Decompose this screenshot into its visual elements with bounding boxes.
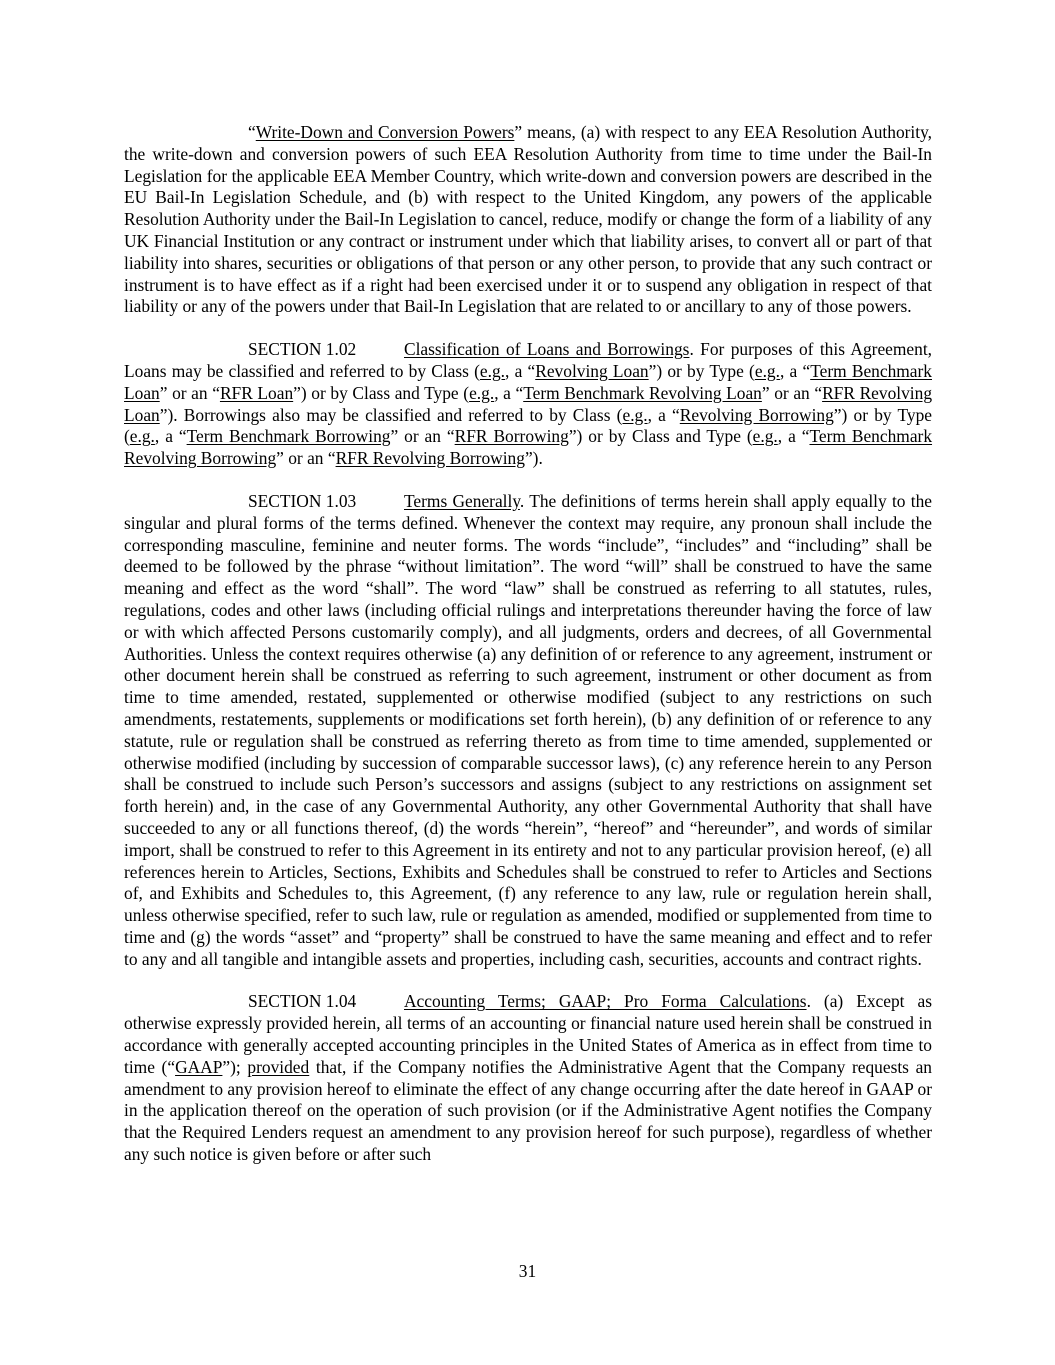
section-text: ”) or by Class and Type (	[293, 382, 470, 403]
eg-term: e.g.	[479, 360, 506, 381]
document-page	[124, 122, 932, 1187]
section-text: . For purposes of this Agreement, Loans may be classified and referred to by Class (	[124, 339, 932, 381]
defined-term: GAAP	[175, 1056, 223, 1077]
section-1-02	[124, 339, 932, 470]
eg-term: e.g.	[754, 360, 780, 381]
page-number: 31	[518, 1261, 537, 1281]
section-text: , a “	[647, 404, 680, 425]
section-title: Accounting Terms; GAAP; Pro Forma Calculations	[404, 991, 807, 1012]
defined-term: Revolving Borrowing	[679, 404, 834, 425]
defined-term: RFR Revolving Borrowing	[335, 448, 525, 469]
section-number: SECTION 1.02	[248, 339, 357, 360]
defined-term: Revolving Loan	[535, 360, 649, 381]
section-text: , a “	[779, 360, 811, 381]
section-text: ”).	[524, 448, 543, 469]
section-text: ” or an “	[159, 382, 220, 403]
section-text: , a “	[494, 382, 524, 403]
section-text: ”) or by Type (	[648, 360, 755, 381]
section-1-04	[124, 991, 932, 1165]
provided-term: provided	[247, 1056, 310, 1077]
eg-term: e.g.	[129, 426, 155, 447]
definition-text: ” means, (a) with respect to any EEA Resolution Authority, the write-down and conversion powers of such EEA Resolution Authority from time to time under the Bail-In Legislation for the applicable EEA Member Country, which write-down and conversion powers are described in the EU Bail-In Legislation Schedule, and (b) with respect to the United Kingdom, any powers of the applicable Resolution Authority under the Bail-In Legislation to cancel, reduce, modify or change the form of a liability of any UK Financial Institution or any contract or instrument under which that liability arises, to convert all or part of that liability into shares, securities or obligations of that person or any other person, to provide that any such contract or instrument is to have effect as if a right had been exercised under it or to suspend any obligation in respect of that liability or any of the powers under that Bail-In Legislation that are related to or ancillary to any of those powers.	[124, 122, 933, 317]
eg-term: e.g.	[469, 382, 495, 403]
defined-term: Term Benchmark Borrowing	[186, 426, 391, 447]
section-text: that, if the Company notifies the Administrative Agent that the Company requests an amendment to any provision hereof to eliminate the effect of any change occurring after the date hereof in GAAP or in the application thereof on the operation of such provision (or if the Administrative Agent notifies the Company that the Required Lenders request an amendment to any provision hereof for such purpose), regardless of whether any such notice is given before or after such	[124, 1056, 932, 1165]
section-text: ” or an “	[390, 426, 455, 447]
open-quote: “	[248, 122, 256, 142]
section-number: SECTION 1.03	[248, 490, 357, 511]
section-number: SECTION 1.04	[248, 991, 357, 1012]
section-text: , a “	[154, 426, 187, 447]
definition-write-down-and-conversion-powers	[124, 122, 932, 318]
defined-term: Term Benchmark Revolving Loan	[523, 382, 762, 403]
section-title: Terms Generally	[404, 490, 520, 511]
defined-term: Term Benchmark Loan	[124, 360, 932, 403]
section-text: ”). Borrowings also may be classified and referred to by Class (	[159, 404, 623, 425]
section-text: . (a) Except as otherwise expressly provided herein, all terms of an accounting or financial nature used herein shall be construed in accordance with generally accepted accounting principles in the United States of America as in effect from time to time (“	[124, 991, 932, 1077]
defined-term: RFR Borrowing	[454, 426, 569, 447]
section-title: Classification of Loans and Borrowings	[404, 339, 690, 360]
eg-term: e.g.	[622, 404, 648, 425]
section-text: ”) or by Type (	[124, 404, 932, 447]
section-text: ” or an “	[276, 448, 336, 469]
section-text: , a “	[777, 426, 810, 447]
defined-term: RFR Loan	[219, 382, 294, 403]
section-text: , a “	[505, 360, 536, 381]
section-1-03	[124, 491, 932, 971]
defined-term: RFR Revolving Loan	[124, 382, 933, 425]
eg-term: e.g.	[752, 426, 778, 447]
defined-term: Write-Down and Conversion Powers	[255, 122, 515, 142]
section-text: . The definitions of terms herein shall apply equally to the singular and plural forms of the terms defined. Whenever the context may require, any pronoun shall include the corresponding masculine, feminine and neuter forms. The words “include”, “includes” and “including” shall be deemed to be followed by the phrase “without limitation”. The word “will” shall be construed to have the same meaning and effect as the word “shall”. The word “law” shall be construed as referring to all statutes, rules, regulations, codes and other laws (including official rulings and interpretations thereunder having the force of law or with which affected Persons customarily comply), and all judgments, orders and decrees, of all Governmental Authorities. Unless the context requires otherwise (a) any definition of or reference to any agreement, instrument or other document herein shall be construed as referring to such agreement, instrument or other document as from time to time amended, restated, supplemented or otherwise modified (subject to any restrictions on such amendments, restatements, supplements or modifications set forth herein), (b) any definition of or reference to any statute, rule or regulation shall be construed as referring thereto as from time to time amended, supplemented or otherwise modified (including by succession of comparable successor laws), (c) any reference herein to any Person shall be construed to include such Person’s successors and assigns (subject to any restrictions on assignment set forth herein) and, in the case of any Governmental Authority, any other Governmental Authority that shall have succeeded to any or all functions thereof, (d) the words “herein”, “hereof” and “hereunder”, and words of similar import, shall be construed to refer to this Agreement in its entirety and not to any particular provision hereof, (e) all references herein to Articles, Sections, Exhibits and Schedules shall be construed to refer to Articles and Sections of, and Exhibits and Schedules to, this Agreement, (f) any reference to any law, rule or regulation herein shall, unless otherwise specified, refer to such law, rule or regulation as amended, modified or supplemented from time to time and (g) the words “asset” and “property” shall be construed to have the same meaning and effect and to refer to any and all tangible and intangible assets and properties, including cash, securities, accounts and contract rights.	[124, 490, 932, 969]
section-text: ” or an “	[761, 382, 823, 403]
section-text: ”);	[222, 1056, 248, 1077]
defined-term: Term Benchmark Revolving Borrowing	[124, 426, 933, 469]
section-text: ”) or by Class and Type (	[568, 426, 753, 447]
